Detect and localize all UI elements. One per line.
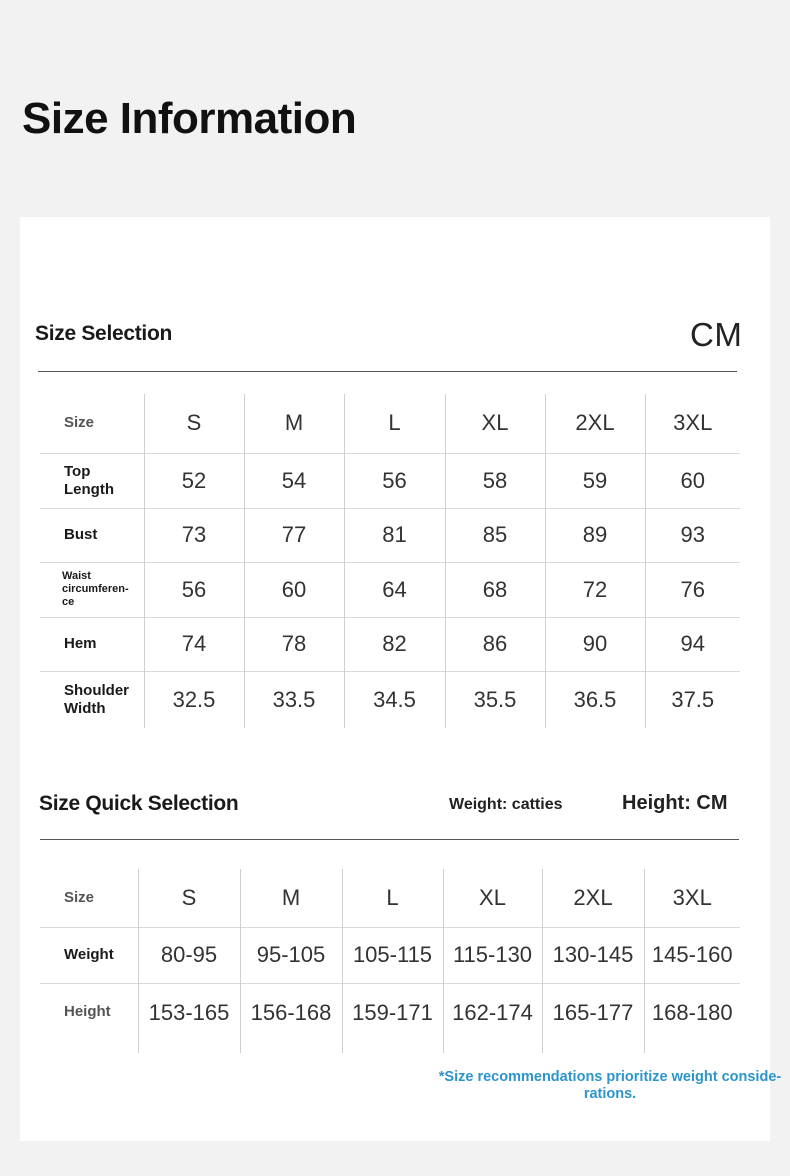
height-unit-label: Height: CM (622, 792, 728, 814)
table-cell: 74 (144, 617, 244, 671)
table-cell: 37.5 (645, 671, 740, 728)
table-cell: 60 (244, 562, 344, 617)
header-2xl: 2XL (545, 394, 645, 453)
quick-selection-table (40, 869, 740, 1053)
table-cell: 76 (645, 562, 740, 617)
header-size: Size (64, 888, 95, 906)
table-cell: 94 (645, 617, 740, 671)
table-header-row (40, 869, 740, 927)
table-cell: 72 (545, 562, 645, 617)
table-cell: 165-177 (542, 983, 644, 1053)
table-cell: 159-171 (342, 983, 443, 1053)
table-row (40, 927, 740, 983)
size-selection-table (40, 394, 740, 728)
table-cell: 105-115 (342, 927, 443, 983)
page-title: Size Information (22, 94, 357, 143)
table-cell: 73 (144, 508, 244, 562)
table-cell: 54 (244, 453, 344, 508)
header-3xl: 3XL (645, 394, 740, 453)
header-xl: XL (443, 869, 542, 927)
header-3xl: 3XL (644, 869, 740, 927)
size-selection-title: Size Selection (35, 322, 173, 345)
table-cell: 52 (144, 453, 244, 508)
table-cell: 64 (344, 562, 445, 617)
row-label-bust: Bust (40, 508, 144, 562)
table-cell: 81 (344, 508, 445, 562)
header-s: S (138, 869, 240, 927)
table-cell: 32.5 (144, 671, 244, 728)
table-cell: 80-95 (138, 927, 240, 983)
table-row (40, 617, 740, 671)
table-cell: 60 (645, 453, 740, 508)
table-cell: 77 (244, 508, 344, 562)
table-row (40, 453, 740, 508)
header-m: M (244, 394, 344, 453)
table-cell: 95-105 (240, 927, 342, 983)
table-cell: 56 (344, 453, 445, 508)
table-row (40, 562, 740, 617)
table-cell: 90 (545, 617, 645, 671)
table-cell: 58 (445, 453, 545, 508)
header-m: M (240, 869, 342, 927)
table-cell: 82 (344, 617, 445, 671)
table-cell: 93 (645, 508, 740, 562)
row-label-height: Height (40, 983, 138, 1053)
header-size: Size (64, 414, 95, 432)
table-cell: 35.5 (445, 671, 545, 728)
row-label-hem: Hem (40, 617, 144, 671)
quick-selection-title: Size Quick Selection (39, 792, 239, 815)
table-cell: 36.5 (545, 671, 645, 728)
table-cell: 34.5 (344, 671, 445, 728)
row-label-shoulder-width: Shoulder Width (40, 671, 144, 728)
table-cell: 78 (244, 617, 344, 671)
table-row (40, 671, 740, 728)
header-2xl: 2XL (542, 869, 644, 927)
header-xl: XL (445, 394, 545, 453)
weight-unit-label: Weight: catties (449, 796, 563, 813)
table-cell: 168-180 (644, 983, 740, 1053)
table-cell: 145-160 (644, 927, 740, 983)
header-l: L (344, 394, 445, 453)
table-cell: 156-168 (240, 983, 342, 1053)
table-cell: 89 (545, 508, 645, 562)
table-cell: 85 (445, 508, 545, 562)
size-selection-unit: CM (690, 316, 743, 353)
row-label-top-length: Top Length (40, 453, 144, 508)
quick-selection-divider (40, 839, 739, 840)
header-l: L (342, 869, 443, 927)
table-cell: 130-145 (542, 927, 644, 983)
table-cell: 115-130 (443, 927, 542, 983)
size-selection-divider (38, 371, 737, 372)
size-recommendation-note: *Size recommendations prioritize weight conside-rations. (438, 1069, 782, 1102)
table-row (40, 983, 740, 1053)
table-cell: 68 (445, 562, 545, 617)
table-row (40, 508, 740, 562)
row-label-waist: Waist circumferen-ce (40, 562, 144, 617)
table-header-row (40, 394, 740, 453)
table-cell: 153-165 (138, 983, 240, 1053)
table-cell: 33.5 (244, 671, 344, 728)
table-cell: 162-174 (443, 983, 542, 1053)
table-cell: 86 (445, 617, 545, 671)
row-label-weight: Weight (40, 927, 138, 983)
table-cell: 56 (144, 562, 244, 617)
header-s: S (144, 394, 244, 453)
table-cell: 59 (545, 453, 645, 508)
